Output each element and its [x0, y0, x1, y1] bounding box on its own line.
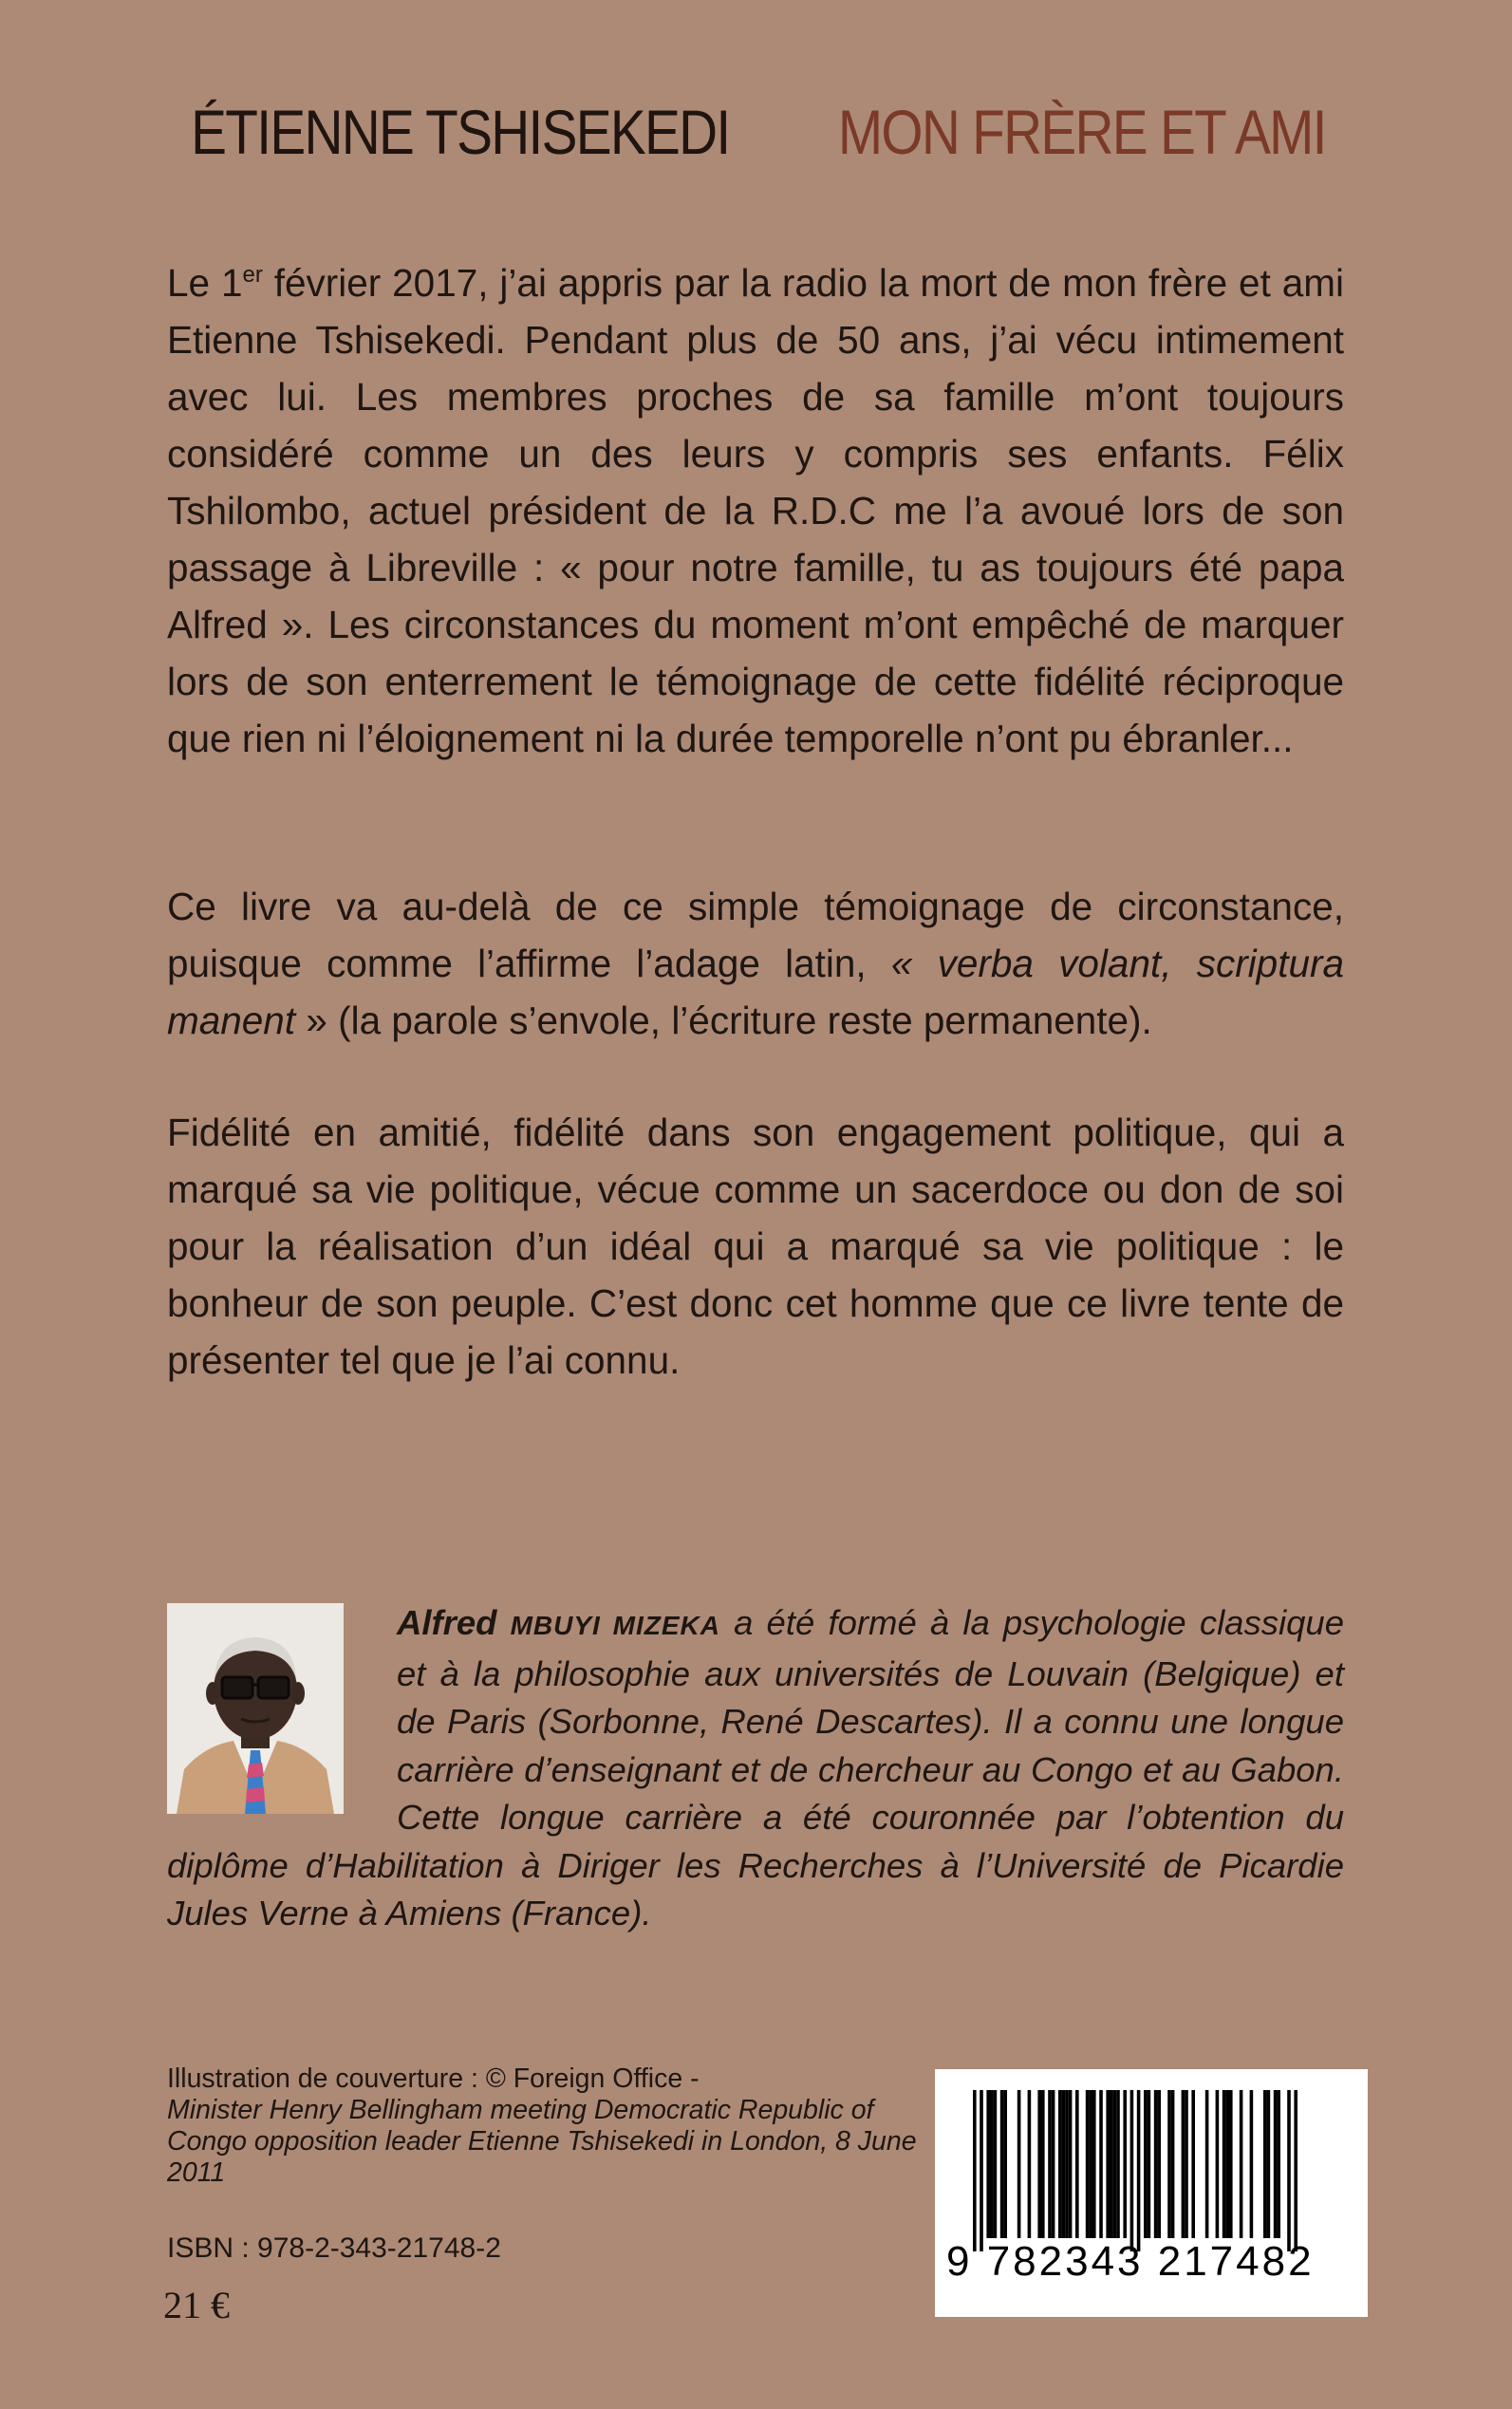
cover-credits [167, 2064, 917, 2189]
barcode-bar [1171, 2090, 1175, 2238]
p3-text: Fidélité en amitié, fidélité dans son engagement politique, qui a marqué sa vie politique, vécue comme un sacerdoce ou don de soi pour la réalisation d’un idéal qui a marqué sa vie politique : le bonheur de son peuple. C’est donc cet homme que ce livre tente de présenter tel que je l’ai connu. [167, 1111, 1344, 1382]
p1-text-rest: février 2017, j’ai appris par la radio la mort de mon frère et ami Etienne Tshisekedi. Pendant plus de 50 ans, j’ai vécu intimement avec lui. Les membres proches de sa famille m’ont toujours considéré comme un des leurs y compris ses enfants. Félix Tshilombo, actuel président de la R.D.C me l’a avoué lors de son passage à Libreville : « pour notre famille, tu as toujours été papa Alfred ». Les circonstances du moment m’ont empêché de marquer lors de son enterrement le témoignage de cette fidélité réciproque que rien ni l’éloignement ni la durée temporelle n’ont pu ébranler... [167, 261, 1344, 760]
bio-text: a été formé à la psychologie classique et à la philosophie aux universités de Louvain (Belgique) et de Paris (Sorbonne, René Descartes). Il a connu une longue carrière d’enseignant et de chercheur au Congo et au Gabon. Cette longue carrière a été couronnée par l’obtention du diplôme d’Habilitation à Diriger les Recherches à l’Université de Picardie Jules Verne à Amiens (France). [167, 1603, 1344, 1933]
barcode-bar [1123, 2090, 1127, 2238]
bio-photo-spacer [167, 1599, 397, 1839]
p2-text-rest: » (la parole s’envole, l’écriture reste permanente). [295, 999, 1152, 1042]
barcode-bar [1062, 2090, 1066, 2238]
barcode-bar [1167, 2090, 1171, 2238]
barcode-bar [1267, 2090, 1271, 2238]
barcode-bar [1191, 2090, 1195, 2238]
barcode-bar [1065, 2090, 1069, 2238]
p2-text-start: Ce livre va au-delà de ce simple témoignage de circonstance, puisque comme l’affirme l’adage latin, [167, 885, 1344, 985]
barcode-guard-bar [1294, 2090, 1297, 2251]
bio-first-name: Alfred [397, 1603, 511, 1642]
barcode-bar [1113, 2090, 1117, 2238]
barcode-bar [1048, 2090, 1052, 2238]
credits-label: Illustration de couverture : © Foreign Office - [167, 2064, 700, 2094]
credits-caption: Minister Henry Bellingham meeting Democratic Republic of Congo opposition leader Etienne Tshisekedi in London, 8 June 2011 [167, 2095, 917, 2188]
barcode-bar [994, 2090, 998, 2238]
barcode-bar [1089, 2090, 1092, 2238]
barcode-bar [1075, 2090, 1079, 2238]
barcode-bar [1229, 2090, 1233, 2238]
author-bio [167, 1599, 1344, 1938]
barcode-bar [1106, 2090, 1110, 2238]
barcode-bar [1099, 2090, 1103, 2238]
barcode-guard-bar [1130, 2090, 1134, 2251]
barcode-bar [1037, 2090, 1041, 2238]
bio-last-name: MBUYI MIZEKA [510, 1611, 720, 1640]
barcode-bar [1274, 2090, 1278, 2238]
barcode-bar [1148, 2090, 1151, 2238]
barcode-bar [1052, 2090, 1055, 2238]
barcode-bar [1240, 2090, 1243, 2238]
barcode-guard-bar [1287, 2090, 1291, 2251]
barcode-bar [1263, 2090, 1267, 2238]
paragraph-1 [167, 254, 1344, 767]
isbn-text: ISBN : 978-2-343-21748-2 [167, 2232, 501, 2264]
barcode-guard-bar [1137, 2090, 1141, 2251]
barcode-bar [1003, 2090, 1007, 2238]
barcode-bar [1086, 2090, 1090, 2238]
barcode-bar [1277, 2090, 1280, 2238]
barcode-guard-bar [980, 2090, 983, 2251]
barcode-bar [1041, 2090, 1045, 2238]
barcode-bar [1157, 2090, 1161, 2238]
p1-ordinal-suffix: er [242, 262, 263, 288]
title-author-name: ÉTIENNE TSHISEKEDI [190, 97, 730, 167]
barcode [935, 2069, 1368, 2317]
barcode-bar [1000, 2090, 1004, 2238]
title-subtitle: MON FRÈRE ET AMI [837, 97, 1326, 167]
barcode-digits: 9 782343 217482 [946, 2238, 1315, 2285]
paragraph-3 [167, 1104, 1344, 1389]
barcode-bar [1028, 2090, 1032, 2238]
barcode-bar [986, 2090, 990, 2238]
price-text: 21 € [163, 2284, 230, 2326]
bio-author-name [397, 1603, 720, 1642]
barcode-bar [1205, 2090, 1209, 2238]
barcode-bar [1185, 2090, 1188, 2238]
p1-text-start: Le 1 [167, 261, 243, 305]
barcode-bar [1182, 2090, 1185, 2238]
barcode-bar [1250, 2090, 1254, 2238]
barcode-bar [1017, 2090, 1021, 2238]
barcode-guard-bar [973, 2090, 977, 2251]
barcode-bar [990, 2090, 994, 2238]
barcode-bar [1110, 2090, 1113, 2238]
book-title [0, 95, 1512, 170]
barcode-bar [1116, 2090, 1120, 2238]
paragraph-2 [167, 878, 1344, 1049]
barcode-bar [1092, 2090, 1096, 2238]
barcode-bar [1225, 2090, 1229, 2238]
barcode-bar [1216, 2090, 1220, 2238]
barcode-bar [1069, 2090, 1073, 2238]
barcode-bar [1223, 2090, 1226, 2238]
barcode-bar [1144, 2090, 1148, 2238]
barcode-bar [1058, 2090, 1062, 2238]
barcode-bar [1154, 2090, 1158, 2238]
p2-latin-quote: « verba volant, scriptura manent [167, 942, 1344, 1042]
